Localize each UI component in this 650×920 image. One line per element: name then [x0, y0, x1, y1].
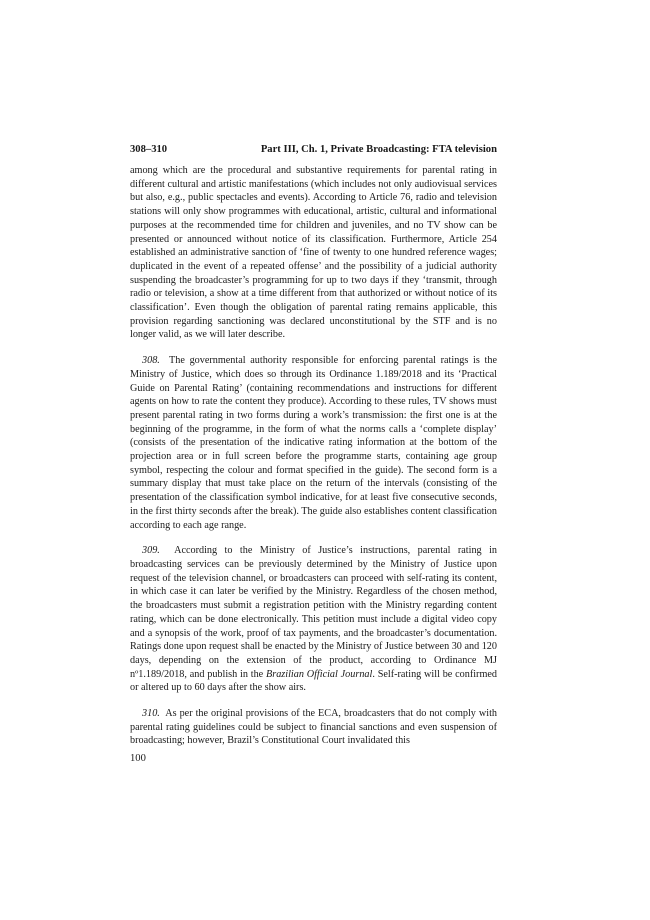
paragraph-text-end: . Self-rating will be confirmed or altered up to 60 days after the show airs.: [130, 668, 497, 694]
paragraph-number: 309.: [142, 545, 160, 557]
chapter-title: Part III, Ch. 1, Private Broadcasting: FTA television: [260, 144, 497, 155]
paragraph-text: The governmental authority responsible for enforcing parental ratings is the Ministry of Justice, which does so through its Ordinance 1.189/2018 and its ‘Practical Guide on Parental Rating’ (containing recommendations and instructions for different agents on how to rate the content they produce). According to these rules, TV shows must present parental rating in two forms during a work’s transmission: the first one is at the beginning of the programme, in the form of what the norms calls a ‘complete display’ (consists of the presentation of the indicative rating information at the bottom of the projection area or in full screen before the programme starts, containing age group symbol, respecting the colour and format specified in the guide). The second form is a summary display that must take place on the return of the intervals (consisting of the presentation of the classification symbol indicative, for at least five consecutive seconds, in the first thirty seconds after the break). The guide also establishes content classification according to each age range.: [130, 355, 497, 531]
page-number: 100: [130, 753, 146, 764]
paragraph-309: [130, 544, 497, 695]
section-range: 308–310: [130, 144, 168, 155]
paragraph-continuation: [130, 164, 497, 342]
page-body: [130, 143, 497, 748]
paragraph-number: 308.: [142, 355, 160, 367]
paragraph-310: [130, 707, 497, 748]
paragraph-text: among which are the procedural and substantive requirements for parental rating in different cultural and artistic manifestations (which includes not only audiovisual services but also, e.g., public spectacles and events). According to Article 76, radio and television stations will only show programmes with educational, artistic, cultural and informational purposes at the recommended time for children and juveniles, and no TV show can be presented or announced without notice of its classification. Furthermore, Article 254 established an administrative sanction of ‘fine of twenty to one hundred reference wages; duplicated in the event of a repeated offense’ and the possibility of a judicial authority suspending the broadcaster’s programming for up to two days if they ‘transmit, through radio or television, a show at a time different from that authorized or without notice of its classification’. Even though the obligation of parental rating remains applicable, this provision regarding sanctioning was declared unconstitutional by the STF and is no longer valid, as we will later describe.: [130, 165, 497, 341]
running-head: [130, 143, 497, 157]
paragraph-text: According to the Ministry of Justice’s instructions, parental rating in broadcasting services can be previously determined by the Ministry of Justice upon request of the television channel, or broadcasters can proceed with self-rating its content, in which case it can later be verified by the Ministry. Regardless of the chosen method, the broadcasters must submit a registration petition with the Ministry regarding content rating, which can be done electronically. This petition must include a digital video copy and a synopsis of the work, proof of tax payments, and the broadcaster’s documentation. Ratings done upon request shall be enacted by the Ministry of Justice between 30 and 120 days, depending on the extension of the product, according to Ordinance MJ nº1.189/2018, and publish in the: [130, 545, 497, 680]
paragraph-text: As per the original provisions of the ECA, broadcasters that do not comply with parental rating guidelines could be subject to financial sanctions and even suspension of broadcasting; however, Brazil’s Constitutional Court invalidated this: [130, 708, 498, 747]
paragraph-number: 310.: [142, 708, 160, 720]
paragraph-308: [130, 354, 497, 532]
italic-title: Brazilian Official Journal: [266, 668, 373, 680]
